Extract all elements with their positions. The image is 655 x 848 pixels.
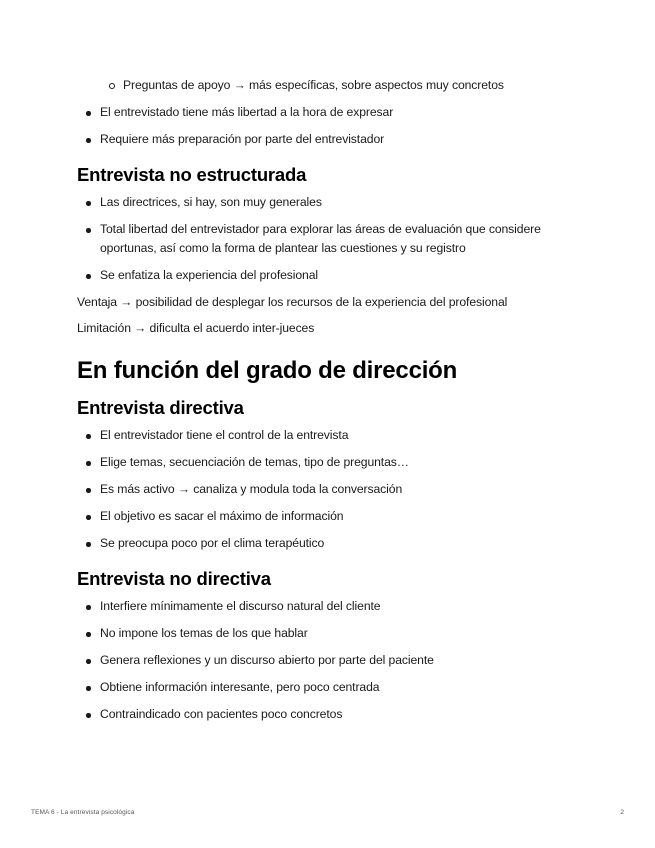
page-content — [77, 76, 597, 732]
ventaja-paragraph: Ventaja → posibilidad de desplegar los recursos de la experiencia del profesional — [77, 295, 508, 309]
list-item: Elige temas, secuenciación de temas, tipo de preguntas… — [77, 453, 597, 472]
list-item: Se enfatiza la experiencia del profesional — [77, 266, 597, 285]
heading-no-estructurada: Entrevista no estructurada — [77, 164, 307, 185]
sub-bullet-list — [77, 76, 597, 95]
bullet-list-no-estructurada — [77, 193, 597, 285]
bullet-list-directiva — [77, 426, 597, 553]
list-item: Las directrices, si hay, son muy generales — [77, 193, 597, 212]
heading-no-directiva: Entrevista no directiva — [77, 568, 271, 589]
footer-title: TEMA 6 - La entrevista psicológica — [31, 809, 135, 816]
list-item: El objetivo es sacar el máximo de información — [77, 507, 597, 526]
heading-grado-direccion: En función del grado de dirección — [77, 357, 458, 384]
list-item: Interfiere mínimamente el discurso natural del cliente — [77, 597, 597, 616]
list-item: Requiere más preparación por parte del entrevistador — [77, 130, 597, 149]
list-item: Genera reflexiones y un discurso abierto por parte del paciente — [77, 651, 597, 670]
list-item: Obtiene información interesante, pero poco centrada — [77, 678, 597, 697]
bullet-list-no-directiva — [77, 597, 597, 724]
heading-directiva: Entrevista directiva — [77, 397, 244, 418]
limitacion-paragraph: Limitación → dificulta el acuerdo inter-jueces — [77, 321, 315, 335]
list-item: Se preocupa poco por el clima terapéutico — [77, 534, 597, 553]
sub-list-item: Preguntas de apoyo → más específicas, sobre aspectos muy concretos — [77, 76, 597, 95]
bullet-list-semi-structured — [77, 103, 597, 149]
list-item: Total libertad del entrevistador para explorar las áreas de evaluación que considere oportunas, así como la forma de plantear las cuestiones y su registro — [77, 220, 597, 258]
list-item: Es más activo → canaliza y modula toda la conversación — [77, 480, 597, 499]
list-item: El entrevistador tiene el control de la entrevista — [77, 426, 597, 445]
list-item: Contraindicado con pacientes poco concretos — [77, 705, 597, 724]
list-item: No impone los temas de los que hablar — [77, 624, 597, 643]
page-number: 2 — [620, 809, 624, 816]
list-item: El entrevistado tiene más libertad a la hora de expresar — [77, 103, 597, 122]
